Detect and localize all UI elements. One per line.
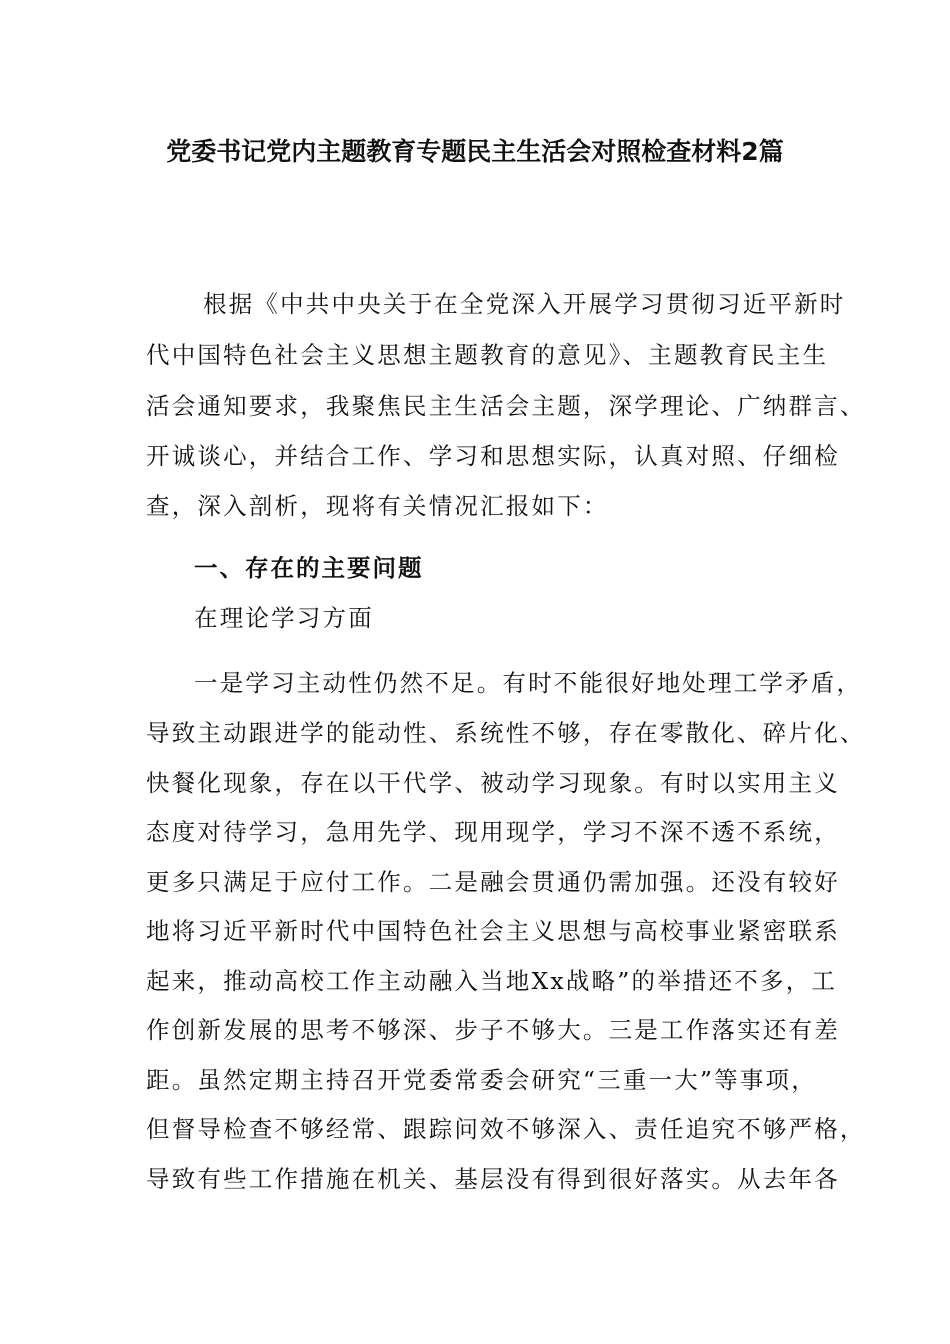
body-line: 导致主动跟进学的能动性、系统性不够，存在零散化、碎片化、 bbox=[146, 719, 866, 747]
body-line: 地将习近平新时代中国特色社会主义思想与高校事业紧密联系 bbox=[146, 917, 840, 945]
intro-line: 根据《中共中央关于在全党深入开展学习贯彻习近平新时 bbox=[203, 290, 846, 318]
body-line: 更多只满足于应付工作。二是融会贯通仍需加强。还没有较好 bbox=[146, 868, 840, 896]
body-line: 但督导检查不够经常、跟踪问效不够深入、责任追究不够严格， bbox=[146, 1115, 866, 1143]
body-line: 起来，推动高校工作主动融入当地Xx战略”的举措还不多，工 bbox=[146, 967, 838, 995]
section-heading: 一、存在的主要问题 bbox=[194, 554, 424, 582]
intro-line: 查，深入剖析，现将有关情况汇报如下： bbox=[146, 492, 609, 520]
subsection-heading: 在理论学习方面 bbox=[194, 604, 374, 632]
body-line: 一是学习主动性仍然不足。有时不能很好地处理工学矛盾， bbox=[194, 669, 863, 697]
body-line: 距。虽然定期主持召开党委常委会研究“三重一大”等事项， bbox=[146, 1066, 817, 1094]
body-line: 态度对待学习，急用先学、现用现学，学习不深不透不系统， bbox=[146, 818, 840, 846]
body-line: 作创新发展的思考不够深、步子不够大。三是工作落实还有差 bbox=[146, 1016, 840, 1044]
intro-line: 开诚谈心，并结合工作、学习和思想实际，认真对照、仔细检 bbox=[146, 442, 840, 470]
intro-line: 活会通知要求，我聚焦民主生活会主题，深学理论、广纳群言、 bbox=[146, 392, 866, 420]
body-line: 导致有些工作措施在机关、基层没有得到很好落实。从去年各 bbox=[146, 1165, 840, 1193]
intro-line: 代中国特色社会主义思想主题教育的意见》、主题教育民主生 bbox=[146, 341, 829, 369]
body-line: 快餐化现象，存在以干代学、被动学习现象。有时以实用主义 bbox=[146, 769, 840, 797]
document-title: 党委书记党内主题教育专题民主生活会对照检查材料2篇 bbox=[166, 137, 784, 166]
